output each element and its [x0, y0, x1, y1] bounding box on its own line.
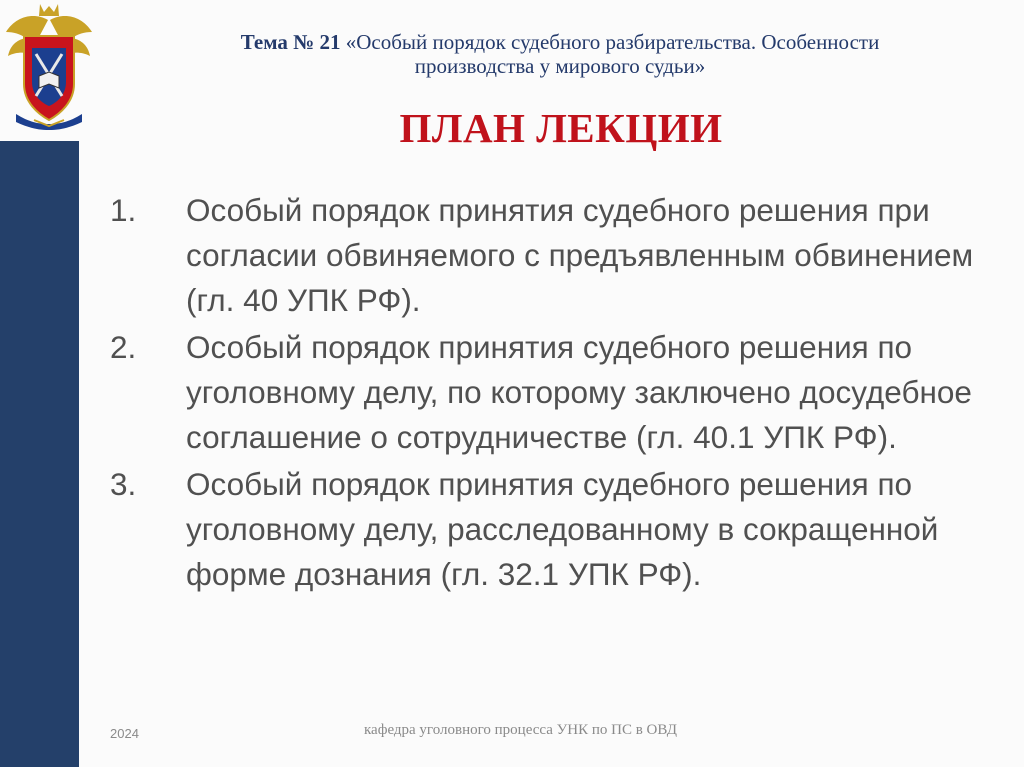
list-item [110, 325, 1010, 460]
lecture-topic [100, 30, 1020, 78]
list-item [110, 188, 1010, 323]
list-item-text: Особый порядок принятия судебного решения по уголовному делу, расследованному в сокращенной форме дознания (гл. 32.1 УПК РФ). [186, 466, 939, 592]
plan-list [110, 188, 1010, 599]
list-item-number: 2. [110, 329, 137, 365]
topic-label: Тема № 21 [240, 30, 341, 54]
footer-year: 2024 [110, 726, 139, 741]
list-item-text: Особый порядок принятия судебного решения по уголовному делу, по которому заключено досудебное соглашение о сотрудничестве (гл. 40.1 УПК РФ). [186, 329, 972, 455]
topic-text-line-1: «Особый порядок судебного разбирательства. Особенности [345, 30, 880, 54]
side-bar [0, 141, 79, 767]
topic-text-line-2: производства у мирового судьи» [414, 54, 706, 78]
footer-department: кафедра уголовного процесса УНК по ПС в ОВД [364, 722, 678, 738]
topic-line-1 [100, 30, 1020, 54]
list-item-text: Особый порядок принятия судебного решения при согласии обвиняемого с предъявленным обвинением (гл. 40 УПК РФ). [186, 192, 974, 318]
list-item [110, 462, 1010, 597]
list-item-number: 1. [110, 192, 137, 228]
page-title: ПЛАН ЛЕКЦИИ [399, 105, 723, 151]
list-item-number: 3. [110, 466, 137, 502]
